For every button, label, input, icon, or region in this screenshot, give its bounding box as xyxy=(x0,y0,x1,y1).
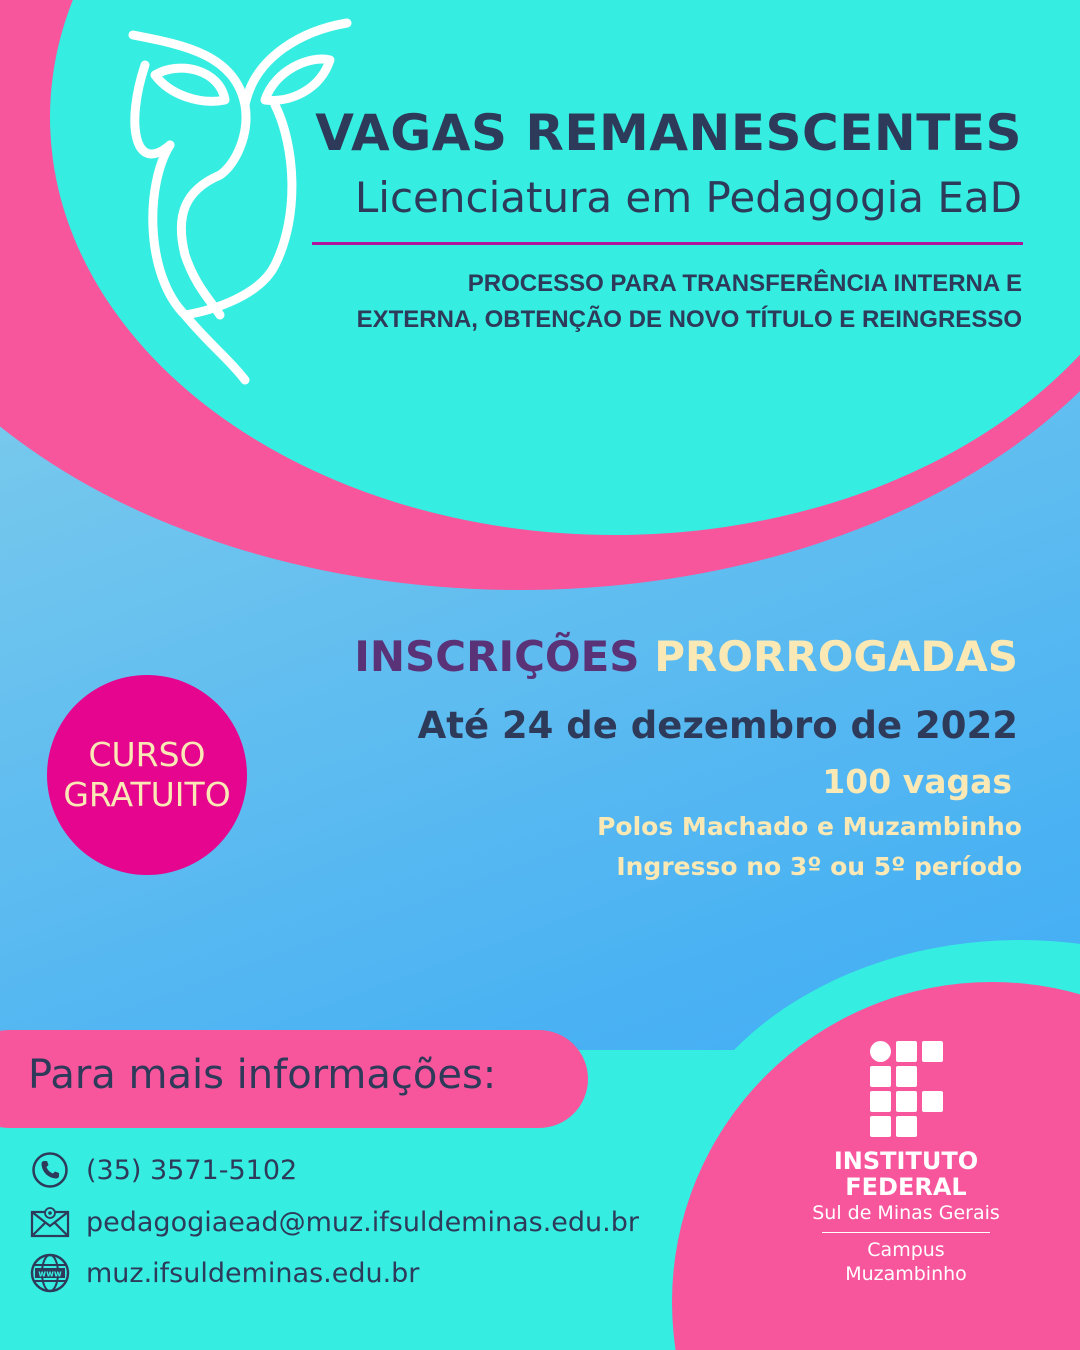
free-course-badge xyxy=(47,675,247,875)
process-line-1: PROCESSO PARA TRANSFERÊNCIA INTERNA E xyxy=(467,270,1022,297)
institution-name-line-2: FEDERAL xyxy=(845,1173,967,1201)
institution-campus-name: Muzambinho xyxy=(845,1263,967,1285)
if-logo-square xyxy=(896,1066,917,1087)
process-line-2: EXTERNA, OBTENÇÃO DE NOVO TÍTULO E REINGRESSO xyxy=(356,306,1022,333)
page-title: VAGAS REMANESCENTES xyxy=(315,104,1022,162)
seats-count: 100 vagas xyxy=(822,762,1012,801)
title-divider xyxy=(312,242,1023,245)
owl-logo xyxy=(125,15,355,390)
institution-region: Sul de Minas Gerais xyxy=(812,1202,1000,1224)
institution-campus-label: Campus xyxy=(867,1239,945,1261)
if-logo-square xyxy=(870,1116,891,1137)
course-subtitle: Licenciatura em Pedagogia EaD xyxy=(354,173,1022,222)
info-heading: Para mais informações: xyxy=(28,1052,497,1098)
registration-extended-label: PRORROGADAS xyxy=(654,632,1018,681)
email-link[interactable]: pedagogiaead@muz.ifsuldeminas.edu.br xyxy=(86,1206,639,1238)
contact-phone-row xyxy=(30,1150,297,1190)
if-logo-square xyxy=(896,1091,917,1112)
if-logo-dot xyxy=(870,1041,891,1062)
if-logo-square xyxy=(870,1066,891,1087)
contact-email-row xyxy=(30,1202,639,1242)
registration-label: INSCRIÇÕES xyxy=(354,632,640,681)
if-logo-square xyxy=(922,1091,943,1112)
institution-name-line-1: INSTITUTO xyxy=(833,1147,979,1175)
if-logo xyxy=(870,1041,944,1139)
badge-line-2: GRATUITO xyxy=(63,775,231,814)
if-logo-square xyxy=(896,1041,917,1062)
if-logo-square xyxy=(896,1116,917,1137)
institution-divider xyxy=(822,1232,990,1233)
badge-line-1: CURSO xyxy=(88,735,206,774)
entry-period-info: Ingresso no 3º ou 5º período xyxy=(616,852,1022,881)
if-logo-square xyxy=(922,1041,943,1062)
process-description xyxy=(357,266,1022,338)
contact-website-row xyxy=(30,1253,419,1293)
poles-info: Polos Machado e Muzambinho xyxy=(597,812,1022,841)
registration-deadline: Até 24 de dezembro de 2022 xyxy=(417,704,1018,747)
website-link[interactable]: muz.ifsuldeminas.edu.br xyxy=(86,1257,420,1289)
email-icon xyxy=(30,1202,70,1242)
phone-link[interactable]: (35) 3571-5102 xyxy=(86,1154,298,1186)
if-logo-square xyxy=(870,1091,891,1112)
globe-icon xyxy=(30,1253,70,1293)
phone-icon xyxy=(30,1150,70,1190)
registration-heading xyxy=(354,632,1018,681)
globe-icon-text: www xyxy=(38,1269,62,1280)
